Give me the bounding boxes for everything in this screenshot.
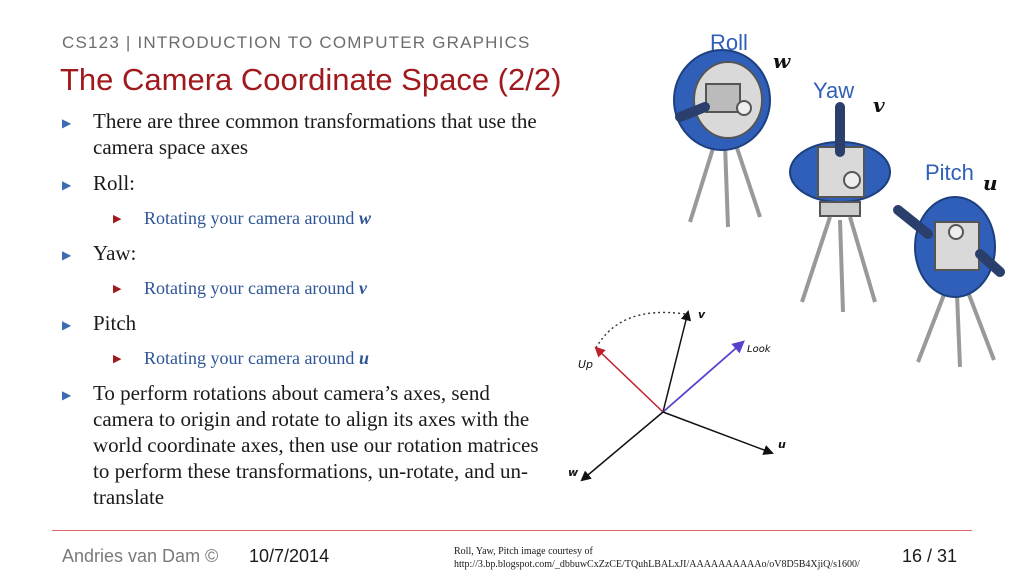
- yaw-label: Yaw: [813, 78, 855, 103]
- axis-symbol: u: [358, 348, 369, 368]
- bullet-item: [62, 108, 542, 160]
- bullet-text: Roll:: [93, 171, 136, 195]
- bullet-item: [62, 380, 542, 510]
- yaw-axis-label: v: [873, 93, 885, 117]
- pitch-camera: [898, 197, 1000, 367]
- u-axis-label: u: [778, 438, 786, 451]
- page-number: 16 / 31: [902, 546, 958, 566]
- pitch-axis-label: u: [983, 171, 998, 195]
- yaw-camera: [790, 107, 890, 312]
- w-axis: [582, 412, 663, 480]
- sub-bullet-text: Rotating your camera around: [144, 348, 359, 368]
- course-header: CS123 | INTRODUCTION TO COMPUTER GRAPHICS: [62, 33, 531, 52]
- sub-bullet-arrow-icon: ▶: [113, 352, 122, 365]
- sub-bullet-item: [62, 276, 542, 300]
- bullet-item: [62, 170, 542, 196]
- u-axis: [663, 412, 772, 453]
- roll-axis-label: w: [773, 49, 791, 73]
- look-label: Look: [747, 344, 771, 355]
- up-vector: [596, 348, 663, 412]
- w-axis-label: w: [568, 466, 579, 479]
- axis-symbol: w: [358, 208, 371, 228]
- sub-bullet-text: Rotating your camera around: [144, 208, 359, 228]
- axis-symbol: v: [358, 278, 367, 298]
- bullet-list: [62, 108, 542, 520]
- up-label: Up: [578, 358, 594, 371]
- bullet-arrow-icon: ▶: [62, 318, 72, 332]
- footer-author: Andries van Dam ©: [62, 546, 219, 566]
- bullet-item: [62, 310, 542, 336]
- bullet-arrow-icon: ▶: [62, 388, 72, 402]
- roll-camera: [674, 50, 770, 227]
- footer-divider: [52, 530, 972, 531]
- v-axis-label: v: [698, 308, 706, 321]
- bullet-text: Pitch: [93, 311, 137, 335]
- sub-bullet-item: [62, 346, 542, 370]
- bullet-arrow-icon: ▶: [62, 116, 72, 130]
- bullet-text: Yaw:: [93, 241, 137, 265]
- slide-title: The Camera Coordinate Space (2/2): [60, 62, 562, 97]
- sub-bullet-arrow-icon: ▶: [113, 282, 122, 295]
- bullet-text: There are three common transformations that use the camera space axes: [93, 109, 537, 159]
- bullet-item: [62, 240, 542, 266]
- sub-bullet-item: [62, 206, 542, 230]
- roll-label: Roll: [710, 30, 748, 55]
- rotation-path: [596, 312, 685, 348]
- camera-axes-diagram: [560, 300, 800, 500]
- image-credit: Roll, Yaw, Pitch image courtesy of http://3.bp.blogspot.com/_dbbuwCxZzCE/TQuhLBALxJI/AAAAAAAAAAo/oV8D5B4XjiQ/s1600/: [454, 546, 860, 570]
- look-vector: [663, 342, 743, 412]
- sub-bullet-text: Rotating your camera around: [144, 278, 359, 298]
- v-axis: [663, 312, 688, 412]
- bullet-arrow-icon: ▶: [62, 178, 72, 192]
- pitch-label: Pitch: [925, 160, 974, 185]
- bullet-text: To perform rotations about camera’s axes, send camera to origin and rotate to align its axes with the world coordinate axes, then use our rotation matrices to perform these transformations, un-rotate, and un-translate: [93, 381, 539, 509]
- bullet-arrow-icon: ▶: [62, 248, 72, 262]
- footer-date: 10/7/2014: [249, 546, 330, 566]
- sub-bullet-arrow-icon: ▶: [113, 212, 122, 225]
